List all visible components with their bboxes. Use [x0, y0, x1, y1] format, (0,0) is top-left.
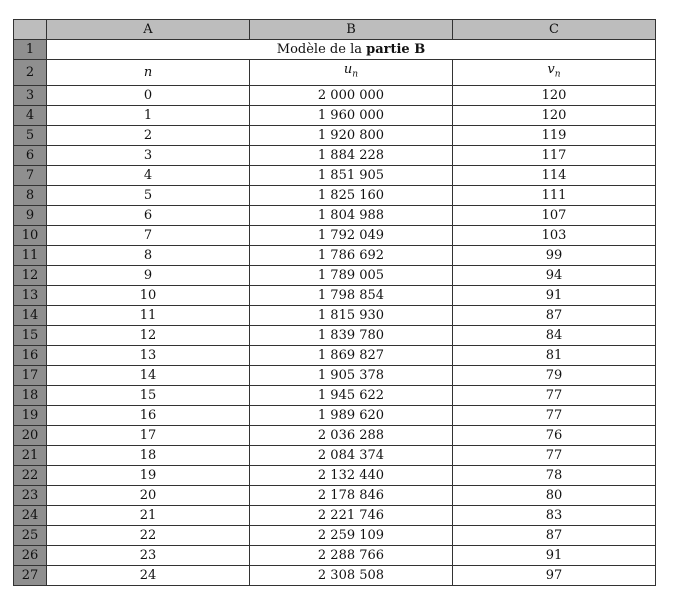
column-header-c[interactable]: C [453, 20, 656, 40]
cell-u[interactable]: 1 920 800 [250, 125, 453, 145]
row-header[interactable]: 10 [14, 225, 47, 245]
cell-n[interactable]: 0 [47, 85, 250, 105]
row-header[interactable]: 27 [14, 565, 47, 585]
cell-u[interactable]: 1 851 905 [250, 165, 453, 185]
row-header[interactable]: 11 [14, 245, 47, 265]
cell-v[interactable]: 91 [453, 545, 656, 565]
table-row [14, 465, 656, 485]
spreadsheet-table [13, 19, 656, 586]
table-row [14, 285, 656, 305]
cell-u[interactable]: 1 825 160 [250, 185, 453, 205]
column-header-row [14, 20, 656, 40]
table-row [14, 165, 656, 185]
header-u-cell[interactable] [250, 60, 453, 86]
cell-v[interactable]: 99 [453, 245, 656, 265]
cell-u[interactable]: 2 036 288 [250, 425, 453, 445]
row-header[interactable]: 5 [14, 125, 47, 145]
cell-n[interactable]: 18 [47, 445, 250, 465]
row-header[interactable]: 25 [14, 525, 47, 545]
cell-n[interactable]: 10 [47, 285, 250, 305]
cell-n[interactable]: 5 [47, 185, 250, 205]
cell-n[interactable]: 21 [47, 505, 250, 525]
cell-v[interactable]: 120 [453, 105, 656, 125]
table-row [14, 145, 656, 165]
table-row [14, 385, 656, 405]
cell-v[interactable]: 83 [453, 505, 656, 525]
cell-n[interactable]: 9 [47, 265, 250, 285]
row-header[interactable]: 21 [14, 445, 47, 465]
header-u-sub: n [352, 69, 359, 80]
cell-v[interactable]: 107 [453, 205, 656, 225]
cell-u[interactable]: 1 786 692 [250, 245, 453, 265]
row-header[interactable]: 16 [14, 345, 47, 365]
table-row [14, 445, 656, 465]
table-row [14, 485, 656, 505]
row-header[interactable]: 8 [14, 185, 47, 205]
row-header[interactable]: 17 [14, 365, 47, 385]
cell-n[interactable]: 11 [47, 305, 250, 325]
row-header[interactable]: 18 [14, 385, 47, 405]
table-row [14, 505, 656, 525]
table-row [14, 85, 656, 105]
title-prefix: Modèle de la [276, 42, 367, 57]
cell-v[interactable]: 77 [453, 445, 656, 465]
table-row [14, 365, 656, 385]
cell-v[interactable]: 79 [453, 365, 656, 385]
cell-u[interactable]: 1 839 780 [250, 325, 453, 345]
table-row [14, 425, 656, 445]
table-row [14, 105, 656, 125]
cell-n[interactable]: 1 [47, 105, 250, 125]
cell-n[interactable]: 20 [47, 485, 250, 505]
table-row-title [14, 40, 656, 60]
cell-u[interactable]: 2 221 746 [250, 505, 453, 525]
cell-u[interactable]: 2 178 846 [250, 485, 453, 505]
row-header[interactable]: 1 [14, 40, 47, 60]
row-header[interactable]: 6 [14, 145, 47, 165]
table-row [14, 125, 656, 145]
table-row [14, 565, 656, 585]
cell-u[interactable]: 2 084 374 [250, 445, 453, 465]
table-row [14, 305, 656, 325]
cell-n[interactable]: 17 [47, 425, 250, 445]
cell-n[interactable]: 12 [47, 325, 250, 345]
cell-v[interactable]: 103 [453, 225, 656, 245]
cell-v[interactable]: 94 [453, 265, 656, 285]
row-header[interactable]: 23 [14, 485, 47, 505]
cell-n[interactable]: 15 [47, 385, 250, 405]
cell-u[interactable]: 2 000 000 [250, 85, 453, 105]
cell-u[interactable]: 1 945 622 [250, 385, 453, 405]
cell-v[interactable]: 97 [453, 565, 656, 585]
header-v-cell[interactable] [453, 60, 656, 86]
cell-v[interactable]: 80 [453, 485, 656, 505]
cell-v[interactable]: 84 [453, 325, 656, 345]
table-row [14, 525, 656, 545]
cell-n[interactable]: 4 [47, 165, 250, 185]
cell-u[interactable]: 2 132 440 [250, 465, 453, 485]
row-header[interactable]: 20 [14, 425, 47, 445]
cell-v[interactable]: 111 [453, 185, 656, 205]
row-header[interactable]: 7 [14, 165, 47, 185]
table-row [14, 205, 656, 225]
row-header[interactable]: 24 [14, 505, 47, 525]
cell-n[interactable]: 3 [47, 145, 250, 165]
cell-v[interactable]: 78 [453, 465, 656, 485]
cell-v[interactable]: 114 [453, 165, 656, 185]
cell-n[interactable]: 16 [47, 405, 250, 425]
cell-u[interactable]: 1 804 988 [250, 205, 453, 225]
row-header[interactable]: 15 [14, 325, 47, 345]
row-header[interactable]: 26 [14, 545, 47, 565]
table-row [14, 325, 656, 345]
table-row [14, 225, 656, 245]
cell-u[interactable]: 1 792 049 [250, 225, 453, 245]
row-header[interactable]: 14 [14, 305, 47, 325]
header-u: u [343, 62, 353, 77]
cell-n[interactable]: 6 [47, 205, 250, 225]
header-v-sub: n [554, 69, 561, 80]
cell-u[interactable]: 1 960 000 [250, 105, 453, 125]
cell-u[interactable]: 1 905 378 [250, 365, 453, 385]
cell-n[interactable]: 19 [47, 465, 250, 485]
cell-v[interactable]: 117 [453, 145, 656, 165]
row-header[interactable]: 12 [14, 265, 47, 285]
table-row [14, 185, 656, 205]
row-header[interactable]: 19 [14, 405, 47, 425]
table-row [14, 245, 656, 265]
cell-v[interactable]: 119 [453, 125, 656, 145]
table-row [14, 545, 656, 565]
cell-v[interactable]: 76 [453, 425, 656, 445]
header-n: n [143, 64, 153, 80]
cell-u[interactable]: 2 308 508 [250, 565, 453, 585]
cell-u[interactable]: 2 259 109 [250, 525, 453, 545]
cell-u[interactable]: 1 989 620 [250, 405, 453, 425]
cell-u[interactable]: 1 884 228 [250, 145, 453, 165]
cell-n[interactable]: 8 [47, 245, 250, 265]
header-n-cell[interactable] [47, 60, 250, 86]
table-row [14, 405, 656, 425]
cell-n[interactable]: 24 [47, 565, 250, 585]
row-header[interactable]: 9 [14, 205, 47, 225]
cell-n[interactable]: 23 [47, 545, 250, 565]
row-header[interactable]: 13 [14, 285, 47, 305]
cell-n[interactable]: 14 [47, 365, 250, 385]
cell-v[interactable]: 120 [453, 85, 656, 105]
table-row [14, 345, 656, 365]
row-header[interactable]: 4 [14, 105, 47, 125]
column-header-a[interactable]: A [47, 20, 250, 40]
cell-v[interactable]: 91 [453, 285, 656, 305]
row-header[interactable]: 3 [14, 85, 47, 105]
cell-n[interactable]: 2 [47, 125, 250, 145]
corner-cell[interactable] [14, 20, 47, 40]
header-v: v [547, 62, 555, 77]
cell-v[interactable]: 77 [453, 385, 656, 405]
cell-u[interactable]: 1 798 854 [250, 285, 453, 305]
cell-n[interactable]: 7 [47, 225, 250, 245]
row-header[interactable]: 2 [14, 60, 47, 86]
row-header[interactable]: 22 [14, 465, 47, 485]
cell-u[interactable]: 1 789 005 [250, 265, 453, 285]
table-row [14, 265, 656, 285]
cell-u[interactable]: 1 815 930 [250, 305, 453, 325]
cell-u[interactable]: 2 288 766 [250, 545, 453, 565]
column-header-b[interactable]: B [250, 20, 453, 40]
title-cell[interactable] [47, 40, 656, 60]
cell-u[interactable]: 1 869 827 [250, 345, 453, 365]
cell-v[interactable]: 77 [453, 405, 656, 425]
title-bold: partie B [366, 42, 426, 57]
cell-n[interactable]: 22 [47, 525, 250, 545]
table-row-header [14, 60, 656, 86]
cell-v[interactable]: 87 [453, 305, 656, 325]
cell-n[interactable]: 13 [47, 345, 250, 365]
cell-v[interactable]: 81 [453, 345, 656, 365]
cell-v[interactable]: 87 [453, 525, 656, 545]
